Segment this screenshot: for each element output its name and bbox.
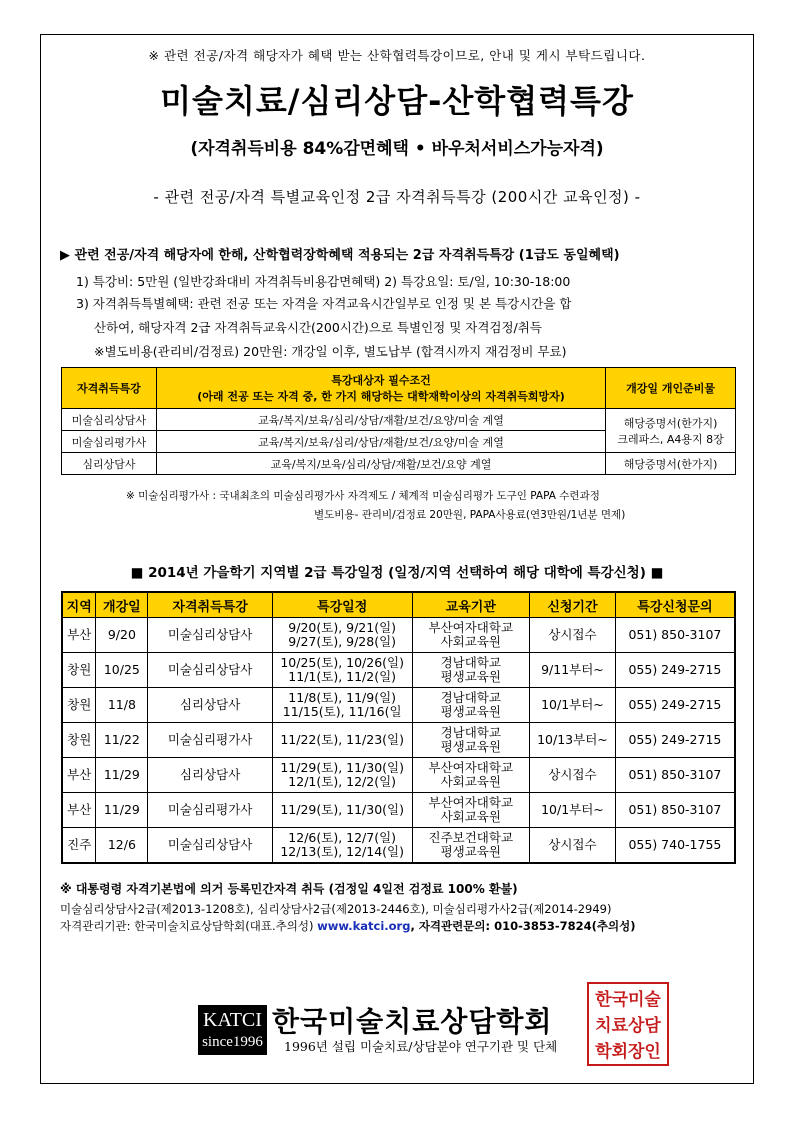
cell-course [148, 758, 273, 793]
th-contact: 특강신청문의 [615, 592, 735, 618]
cell-period-text: 9/11부터~ [541, 662, 604, 677]
cell-start-text: 11/29 [103, 802, 140, 817]
cell-region-text: 부산 [67, 802, 92, 817]
table-row [62, 618, 735, 653]
note-extra-cost: 별도비용- 관리비/검정료 20만원, PAPA사용료(연3만원/1년분 면제) [314, 509, 626, 521]
cell-period [530, 688, 616, 723]
footer-org: 자격관리기관: 한국미술치료상담학회(대표.추의성) [60, 919, 318, 933]
table-row [62, 453, 736, 475]
cell-contact [615, 828, 735, 864]
cell-institution-text: 부산여자대학교 [428, 620, 514, 635]
th-requirement-desc: (아래 전공 또는 자격 중, 한 가지 해당하는 대학재학이상의 자격취득희망자) [197, 390, 565, 403]
table-row [62, 409, 736, 431]
cell-course [148, 793, 273, 828]
cell-course-text: 미술심리상담사 [167, 662, 253, 677]
cell-schedule [272, 723, 412, 758]
org-name: 한국미술치료상담학회 [272, 1005, 553, 1038]
cell-course [148, 828, 273, 864]
cell-institution-text: 부산여자대학교 [428, 795, 514, 810]
cell-institution [412, 618, 530, 653]
cell-institution-text: 경남대학교 [440, 690, 501, 705]
cell-schedule-text: 12/6(토), 12/7(일) [288, 830, 397, 845]
cell-start-text: 9/20 [107, 627, 136, 642]
cell-schedule-text: 11/15(토), 11/16(일 [282, 704, 402, 719]
cell-period-text: 상시접수 [548, 627, 597, 642]
th-region: 지역 [62, 592, 96, 618]
cell-course-text: 심리상담사 [179, 767, 241, 782]
cell-institution-text: 경남대학교 [440, 655, 501, 670]
cell-period-text: 상시접수 [548, 837, 597, 852]
cell-institution [412, 723, 530, 758]
cell-period [530, 758, 616, 793]
cell-schedule [272, 758, 412, 793]
course-name: 미술심리평가사 [62, 431, 157, 453]
cell-schedule-text: 11/22(토), 11/23(일) [280, 732, 404, 747]
cell-institution-text: 사회교육원 [440, 809, 501, 824]
cell-schedule [272, 828, 412, 864]
cell-institution-text: 경남대학교 [440, 725, 501, 740]
th-requirement [156, 368, 605, 409]
cell-schedule [272, 653, 412, 688]
cell-institution [412, 688, 530, 723]
th-period: 신청기간 [530, 592, 616, 618]
table-row [62, 688, 735, 723]
table-row [62, 723, 735, 758]
cell-course [148, 688, 273, 723]
prep-item: 해당증명서(한가지) [623, 416, 718, 430]
cell-schedule-text: 10/25(토), 10/26(일) [280, 655, 404, 670]
prep-item: 크레파스, A4용지 8장 [617, 432, 724, 446]
cell-institution [412, 758, 530, 793]
cell-start [96, 618, 148, 653]
cell-region [62, 688, 96, 723]
cell-schedule-text: 12/1(토), 12/2(일) [288, 774, 397, 789]
cell-region-text: 부산 [67, 767, 92, 782]
cell-region [62, 828, 96, 864]
schedule-heading: ■ 2014년 가을학기 지역별 2급 특강일정 (일정/지역 선택하여 해당 대학에 특강신청) ■ [130, 565, 664, 581]
cell-region-text: 창원 [67, 732, 92, 747]
cell-region [62, 618, 96, 653]
cell-contact-text: 051) 850-3107 [628, 627, 722, 642]
cell-start [96, 793, 148, 828]
cell-start-text: 11/29 [103, 767, 140, 782]
cell-course [148, 653, 273, 688]
cell-period [530, 793, 616, 828]
katci-logo [198, 1005, 267, 1055]
course-requirement: 교육/복지/보육/심리/상담/재활/보건/요양/미술 계열 [156, 431, 605, 453]
course-requirement: 교육/복지/보육/심리/상담/재활/보건/요양 계열 [156, 453, 605, 475]
footer-registrations: 미술심리상담사2급(제2013-1208호), 심리상담사2급(제2013-2446호), 미술심리평가사2급(제2014-2949) [60, 902, 612, 916]
cell-start-text: 10/25 [103, 662, 140, 677]
eligibility-table [61, 367, 736, 475]
cell-period-text: 10/1부터~ [541, 802, 604, 817]
cell-course-text: 미술심리평가사 [167, 802, 253, 817]
cell-schedule [272, 688, 412, 723]
notice-text: ※ 관련 전공/자격 해당자가 혜택 받는 산학협력특강이므로, 안내 및 게시 부탁드립니다. [148, 48, 646, 63]
cell-contact-text: 051) 850-3107 [628, 802, 722, 817]
cell-institution-text: 진주보건대학교 [428, 830, 514, 845]
cell-period-text: 10/1부터~ [541, 697, 604, 712]
subtitle: (자격취득비용 84%감면혜택 • 바우처서비스가능자격) [190, 139, 604, 159]
benefit-line-1: 1) 특강비: 5만원 (일반강좌대비 자격취득비용감면혜택) 2) 특강요일: 토/일, 10:30-18:00 [76, 274, 571, 289]
footer-legal: ※ 대통령령 자격기본법에 의거 등록민간자격 취득 (검정일 4일전 검정료 100% 환불) [60, 882, 518, 896]
cell-course [148, 723, 273, 758]
footer-contact [60, 918, 635, 934]
cell-contact-text: 055) 249-2715 [628, 662, 722, 677]
page-title: 미술치료/심리상담-산학협력특강 [160, 82, 634, 120]
cell-course [148, 618, 273, 653]
cell-contact [615, 758, 735, 793]
cell-schedule-text: 11/8(토), 11/9(일) [288, 690, 397, 705]
cell-schedule [272, 793, 412, 828]
th-course: 자격취득특강 [148, 592, 273, 618]
th-schedule: 특강일정 [272, 592, 412, 618]
th-prep: 개강일 개인준비물 [606, 368, 736, 409]
org-description: 1996년 설립 미술치료/상담분야 연구기관 및 단체 [284, 1039, 558, 1054]
cell-period [530, 618, 616, 653]
table-row [62, 828, 735, 864]
cell-schedule-text: 12/13(토), 12/14(일) [280, 844, 404, 859]
cell-institution-text: 평생교육원 [440, 669, 501, 684]
cell-contact-text: 051) 850-3107 [628, 767, 722, 782]
seal-row: 학회장인 [595, 1042, 661, 1062]
cell-contact-text: 055) 249-2715 [628, 697, 722, 712]
footer-phone: , 자격관련문의: 010-3853-7824(추의성) [410, 919, 636, 933]
cell-course-text: 심리상담사 [179, 697, 241, 712]
logo-text: KATCI [203, 1009, 262, 1031]
cell-schedule-text: 11/1(토), 11/2(일) [288, 669, 397, 684]
th-requirement-title: 특강대상자 필수조건 [331, 374, 431, 387]
cell-course-text: 미술심리상담사 [167, 837, 253, 852]
cell-period [530, 653, 616, 688]
table-row [62, 758, 735, 793]
cell-institution [412, 653, 530, 688]
cell-schedule [272, 618, 412, 653]
benefit-line-3: 산하여, 해당자격 2급 자격취득교육시간(200시간)으로 특별인정 및 자격검정/취득 [94, 320, 542, 335]
cell-start [96, 828, 148, 864]
cell-start-text: 11/22 [103, 732, 140, 747]
cell-institution-text: 평생교육원 [440, 739, 501, 754]
cell-contact-text: 055) 249-2715 [628, 732, 722, 747]
course-name: 심리상담사 [62, 453, 157, 475]
cell-region-text: 진주 [67, 837, 92, 852]
schedule-table [61, 591, 736, 864]
seal-row: 한국미술 [595, 990, 661, 1010]
cell-contact [615, 793, 735, 828]
cell-period [530, 828, 616, 864]
th-institution: 교육기관 [412, 592, 530, 618]
seal-row: 치료상담 [595, 1016, 661, 1036]
cell-region [62, 653, 96, 688]
cell-start [96, 758, 148, 793]
cell-region [62, 793, 96, 828]
cell-institution-text: 사회교육원 [440, 774, 501, 789]
cell-region-text: 창원 [67, 697, 92, 712]
table-row [62, 653, 735, 688]
cell-institution [412, 793, 530, 828]
cell-institution-text: 부산여자대학교 [428, 760, 514, 775]
prep-item: 해당증명서(한가지) [606, 453, 736, 475]
website-link[interactable]: www.katci.org [317, 919, 411, 933]
cell-region [62, 758, 96, 793]
benefit-line-4: ※별도비용(관리비/검정료) 20만원: 개강일 이후, 별도납부 (합격시까지 재검정비 무료) [94, 344, 567, 359]
logo-since: since1996 [202, 1034, 263, 1050]
cell-region-text: 창원 [67, 662, 92, 677]
cell-schedule-text: 9/20(토), 9/21(일) [288, 620, 397, 635]
cell-schedule-text: 11/29(토), 11/30(일) [280, 760, 404, 775]
cell-contact [615, 653, 735, 688]
cell-contact-text: 055) 740-1755 [628, 837, 722, 852]
course-name: 미술심리상담사 [62, 409, 157, 431]
benefit-line-2: 3) 자격취득특별혜택: 관련 전공 또는 자격을 자격교육시간일부로 인정 및 본 특강시간을 합 [76, 296, 572, 311]
th-course: 자격취득특강 [62, 368, 157, 409]
cell-start [96, 653, 148, 688]
cell-institution-text: 사회교육원 [440, 634, 501, 649]
course-requirement: 교육/복지/보육/심리/상담/재활/보건/요양/미술 계열 [156, 409, 605, 431]
cell-start [96, 723, 148, 758]
section-benefit-heading: ▶ 관련 전공/자격 해당자에 한해, 산학협력장학혜택 적용되는 2급 자격취득특강 (1급도 동일혜택) [60, 248, 620, 263]
cell-start-text: 12/6 [107, 837, 136, 852]
cell-institution-text: 평생교육원 [440, 704, 501, 719]
cell-institution [412, 828, 530, 864]
cell-course-text: 미술심리상담사 [167, 627, 253, 642]
prep-items [606, 409, 736, 453]
cell-schedule-text: 11/29(토), 11/30(일) [280, 802, 404, 817]
note-evaluator: ※ 미술심리평가사 : 국내최초의 미술심리평가사 자격제도 / 체계적 미술심리평가 도구인 PAPA 수련과정 [126, 490, 600, 502]
cell-period [530, 723, 616, 758]
table-row [62, 793, 735, 828]
cell-region [62, 723, 96, 758]
th-start: 개강일 [96, 592, 148, 618]
cell-period-text: 상시접수 [548, 767, 597, 782]
cell-course-text: 미술심리평가사 [167, 732, 253, 747]
cell-schedule-text: 9/27(토), 9/28(일) [288, 634, 397, 649]
cell-region-text: 부산 [67, 627, 92, 642]
cell-contact [615, 618, 735, 653]
subtitle-secondary: - 관련 전공/자격 특별교육인정 2급 자격취득특강 (200시간 교육인정) - [153, 188, 641, 206]
cell-period-text: 10/13부터~ [537, 732, 608, 747]
cell-start-text: 11/8 [107, 697, 136, 712]
cell-contact [615, 723, 735, 758]
cell-start [96, 688, 148, 723]
official-seal-icon [587, 982, 669, 1066]
cell-institution-text: 평생교육원 [440, 844, 501, 859]
cell-contact [615, 688, 735, 723]
